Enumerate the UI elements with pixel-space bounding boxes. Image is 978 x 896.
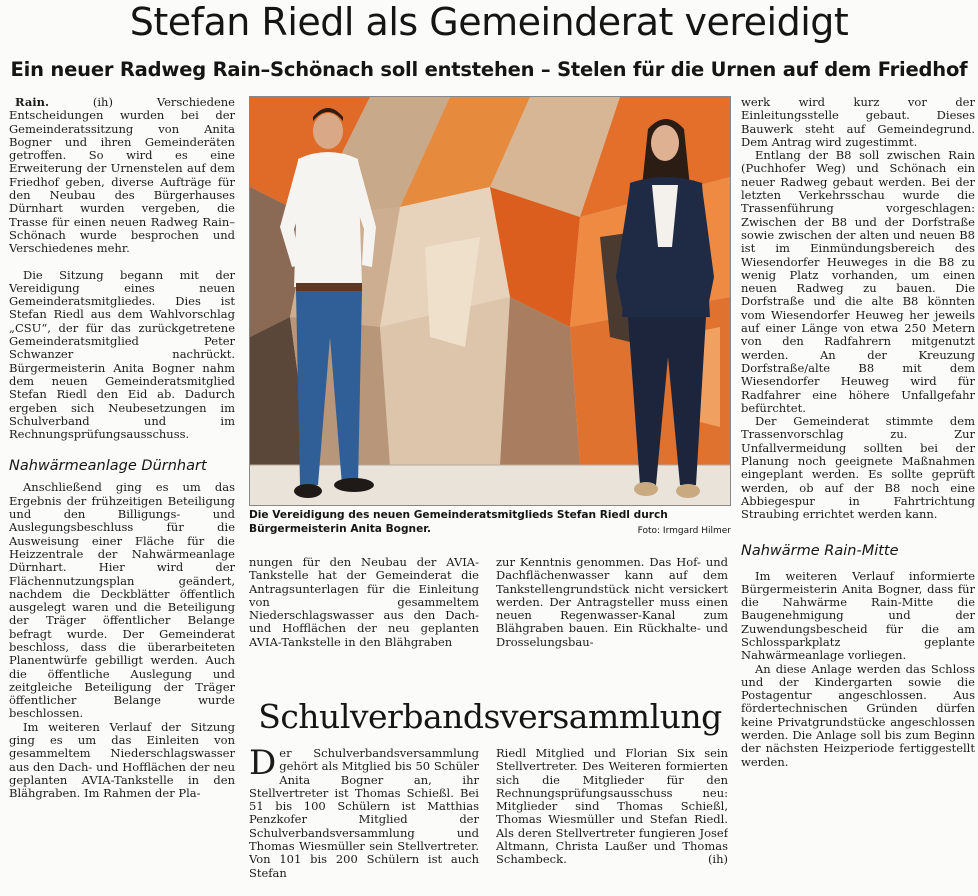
- dateline: Rain.: [15, 96, 50, 109]
- subheading-nahwaerme-rain-mitte: Nahwärme Rain-Mitte: [741, 542, 899, 559]
- article-column-1: [9, 96, 235, 896]
- drop-cap: D: [249, 747, 277, 783]
- paragraph: [496, 747, 728, 867]
- section-column-3: [496, 747, 728, 895]
- section-title: Schulverbandsversammlung: [258, 697, 722, 736]
- paragraph-text: (ih) Verschiedene Entscheidungen wurden bei der Gemeinderatssitzung von Anita Bogner und ihren Gemeinderäten getroffen. So wird es eine Erweiterung der Urnenstelen auf dem Friedhof geben, diverse Aufträge für den Neubau des Bürgerhauses Dürnhart wurden vergeben, die Trasse für einen neuen Radweg Rain–Schönach wurde besprochen und Verschiedenes mehr.: [9, 96, 235, 256]
- paragraph: Entlang der B8 soll zwischen Rain (Puchhofer Weg) und Schönach ein neuer Radweg gebaut werden. Bei der letzten Verkehrsschau wurde die Trassenführung vorgeschlagen: Zwischen der B8 und der Dorfstraße sowie zwischen der alten und neuen B8 ist im Einmündungsbereich des Wiesendorfer Heuweges in die B8 zu wenig Platz vorhanden, um einen neuen Radweg zu bauen. Die Dorfstraße und die alte B8 könnten vom Wiesendorfer Heuweg her jeweils auf einer Länge von etwa 250 Metern von den Radfahrern mitgenutzt werden. An der Kreuzung Dorfstraße/alte B8 mit dem Wiesendorfer Heuweg wird für Radfahrer eine höhere Unfallgefahr befürchtet.: [741, 148, 975, 415]
- mural-photo: [250, 97, 730, 505]
- paragraph: [249, 747, 479, 880]
- photo-credit: Foto: Irmgard Hilmer: [637, 525, 731, 536]
- section-column-2: [249, 747, 479, 895]
- paragraph: Anschließend ging es um das Ergebnis der frühzeitigen Beteiligung und den Billigungs- und Auslegungsbeschluss für die Ausweisung einer Fläche für die Heizzentrale der Nahwärmeanlage Dürnhart. Hier wird der Flächennutzungsplan geändert, nachdem die Deckblätter öffentlich ausgelegt waren und die Beteiligung der Träger öffentlicher Belange befragt wurde. Der Gemeinderat beschloss, dass die überarbeiteten Planentwürfe gebilligt werden. Auch die öffentliche Auslegung und zeitgleiche Beteiligung der Träger öffentlicher Belange wurde beschlossen.: [9, 480, 235, 721]
- paragraph: Im weiteren Verlauf der Sitzung ging es um das Einleiten von gesammeltem Niederschlagswasser aus den Dach- und Hofflächen der neu geplanten AVIA-Tankstelle in den Blähgraben. Im Rahmen der Pla-: [9, 719, 235, 801]
- signoff: (ih): [707, 852, 728, 867]
- article-column-2: [249, 556, 479, 696]
- paragraph-text: er Schulverbandsversammlung gehört als Mitglied bis 50 Schüler Anita Bogner an, ihr Stellvertreter ist Thomas Schießl. Bei 51 bis 100 Schülern ist Matthias Penzkofer Mitglied der Schulverbandsversammlung und Thomas Wiesmüller sein Stellvertreter. Von 101 bis 200 Schülern ist auch Stefan: [249, 747, 479, 880]
- paragraph: [9, 96, 235, 256]
- subheading-nahwaerme-duernhart: Nahwärmeanlage Dürnhart: [9, 458, 207, 475]
- paragraph: Die Sitzung begann mit der Vereidigung eines neuen Gemeinderatsmitgliedes. Dies ist Stefan Riedl aus dem Wahlvorschlag „CSU“, der für das zurückgetretene Gemeinderatsmitglied Peter Schwanzer nachrückt. Bürgermeisterin Anita Bogner nahm dem neuen Gemeinderatsmitglied Stefan Riedl den Eid ab. Dadurch ergeben sich Neubesetzungen im Schulverband und im Rechnungsprüfungsausschuss.: [9, 267, 235, 442]
- paragraph: werk wird kurz vor der Einleitungsstelle gebaut. Dieses Bauwerk steht auf Gemeindegrund. Dem Antrag wird zugestimmt.: [741, 96, 975, 149]
- subheadline: Ein neuer Radweg Rain–Schönach soll entstehen – Stelen für die Urnen auf dem Friedhof: [10, 58, 968, 81]
- article-column-3: [496, 556, 728, 696]
- article-photo: [249, 96, 731, 506]
- paragraph: An diese Anlage werden das Schloss und der Kindergarten sowie die Postagentur angeschlossen. Aus fördertechnischen Gründen dürfen keine Privatgrundstücke angeschlossen werden. Die Anlage soll bis zum Beginn der nächsten Heizperiode fertiggestellt werden.: [741, 661, 975, 769]
- paragraph: nungen für den Neubau der AVIA-Tankstelle hat der Gemeinderat die Antragsunterlagen für die Einleitung von gesammeltem Niederschlagswasser aus den Dach- und Hofflächen der neu geplanten AVIA-Tankstelle in den Blähgraben: [249, 556, 479, 649]
- article-column-4: [741, 96, 975, 896]
- paragraph: Der Gemeinderat stimmte dem Trassenvorschlag zu. Zur Unfallvermeidung sollten bei der Planung noch geeignete Maßnahmen eingeplant werden. Es sollte geprüft werden, ob auf der B8 noch eine Abbiegespur in Fahrtrichtung Straubing errichtet werden kann.: [741, 414, 975, 522]
- paragraph: Im weiteren Verlauf informierte Bürgermeisterin Anita Bogner, dass für die Nahwärme Rain-Mitte die Baugenehmigung und der Zuwendungsbescheid für die am Schlossparkplatz geplante Nahwärmeanlage vorliegen.: [741, 568, 975, 663]
- caption-text: Die Vereidigung des neuen Gemeinderatsmitglieds Stefan Riedl durch Bürgermeisterin Anita Bogner.: [249, 509, 668, 535]
- photo-caption: [249, 509, 731, 538]
- paragraph: zur Kenntnis genommen. Das Hof- und Dachflächenwasser kann auf dem Tankstellengrundstück nicht versickert werden. Der Antragsteller muss einen neuen Regenwasser-Kanal zum Blähgraben bauen. Ein Rückhalte- und Drosselungsbau-: [496, 556, 728, 649]
- paragraph-text: Riedl Mitglied und Florian Six sein Stellvertreter. Des Weiteren formierten sich die Mitglieder für den Rechnungsprüfungsausschuss neu: Mitglieder sind Thomas Schießl, Thomas Wiesmüller und Stefan Riedl. Als deren Stellvertreter fungieren Josef Altmann, Christa Laußer und Thomas Schambeck.: [496, 747, 728, 867]
- headline: Stefan Riedl als Gemeinderat vereidigt: [129, 0, 849, 44]
